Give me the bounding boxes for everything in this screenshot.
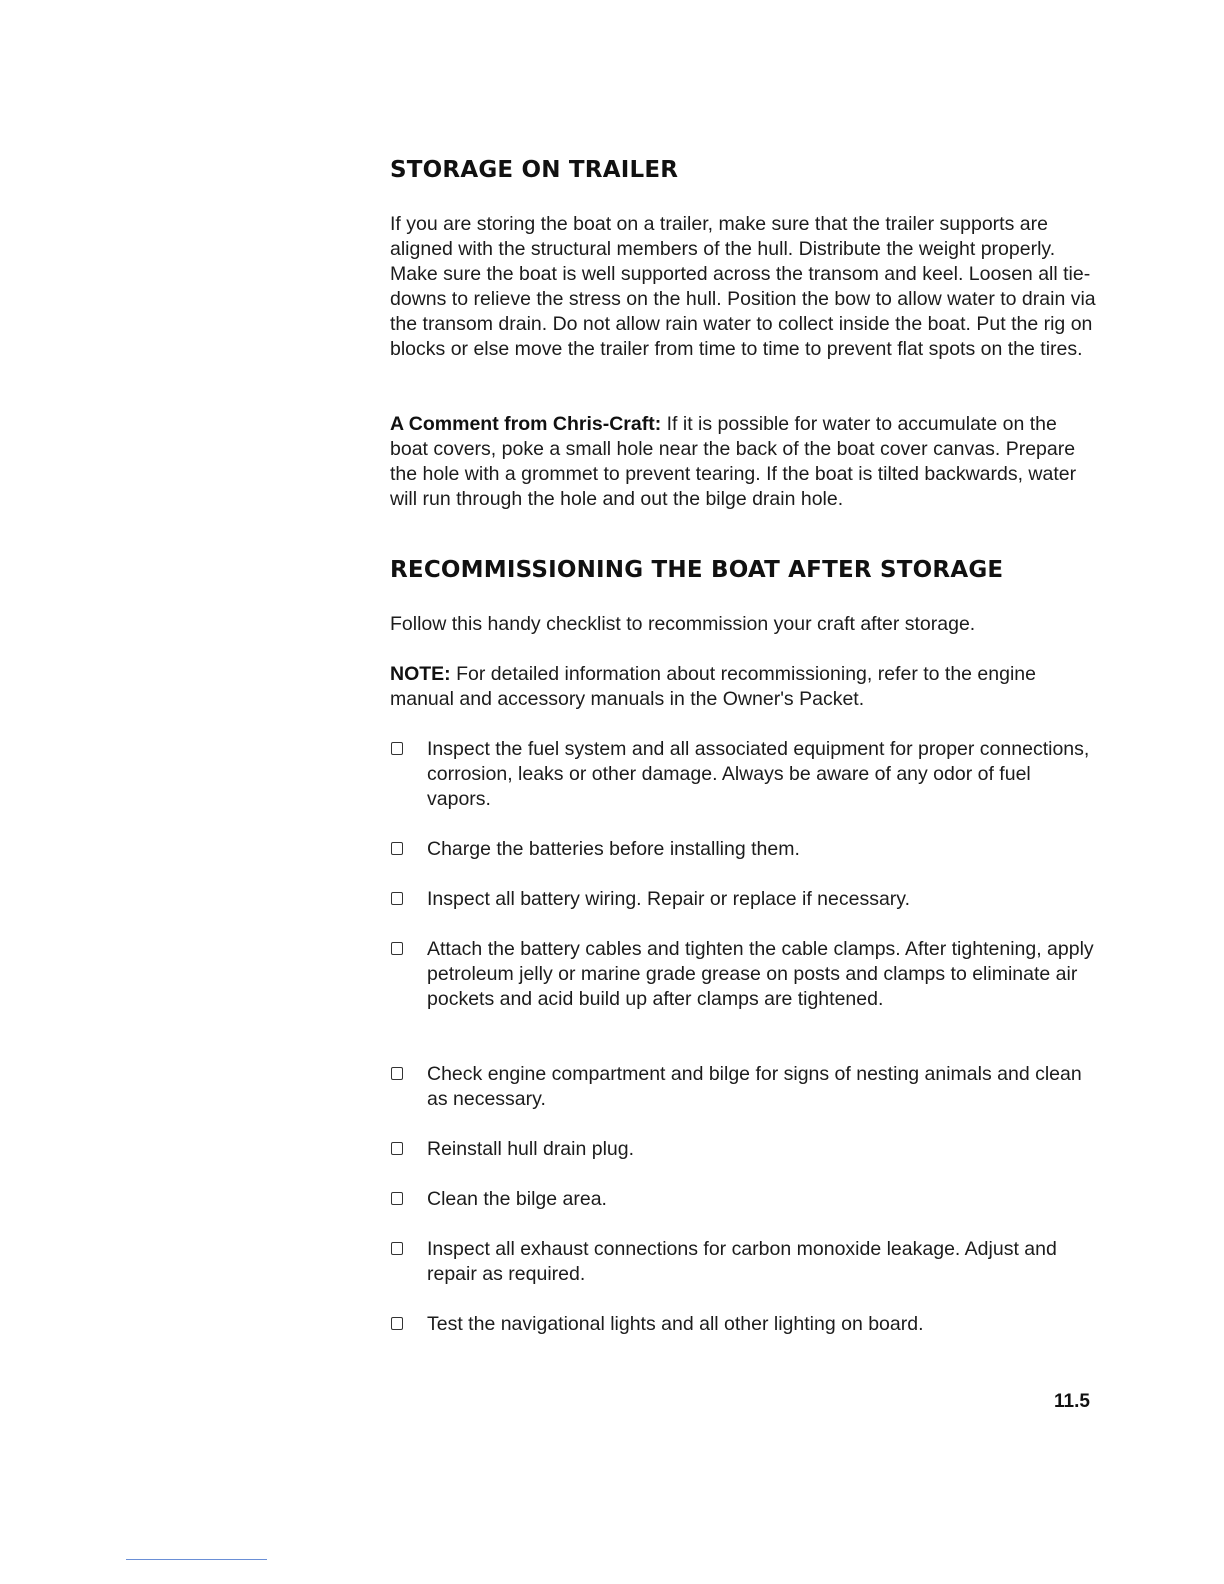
checkbox[interactable]	[391, 1067, 403, 1080]
note-text: For detailed information about recommissioning, refer to the engine manual and accessory manuals in the Owner's Packet.	[390, 663, 1036, 710]
checkbox[interactable]	[391, 1317, 403, 1330]
checklist-item-text: Inspect the fuel system and all associated equipment for proper connections, corrosion, leaks or other damage. Always be aware of any odor of fuel vapors.	[427, 738, 1090, 810]
checkbox[interactable]	[391, 1142, 403, 1155]
checkbox[interactable]	[391, 842, 403, 855]
storage-on-trailer-paragraph: If you are storing the boat on a trailer, make sure that the trailer supports are aligned with the structural members of the hull. Distribute the weight properly. Make sure the boat is well supported across the transom and keel. Loosen all tie-downs to relieve the stress on the hull. Position the bow to allow water to drain via the transom drain. Do not allow rain water to collect inside the boat. Put the rig on blocks or else move the trailer from time to time to prevent flat spots on the tires.	[390, 213, 1096, 360]
checkbox[interactable]	[391, 942, 403, 955]
chris-craft-comment-text: If it is possible for water to accumulate on the boat covers, poke a small hole near the back of the boat cover canvas. Prepare the hole with a grommet to prevent tearing. If the boat is tilted backwards, water will run through the hole and out the bilge drain hole.	[390, 413, 1077, 510]
storage-on-trailer-heading: STORAGE ON TRAILER	[390, 157, 679, 183]
page-number: 11.5	[1054, 1391, 1090, 1412]
checkbox[interactable]	[391, 742, 403, 755]
checklist-item-text: Inspect all exhaust connections for carbon monoxide leakage. Adjust and repair as required.	[427, 1238, 1057, 1285]
checkbox[interactable]	[391, 892, 403, 905]
checklist-item-text: Charge the batteries before installing them.	[427, 838, 800, 860]
checkbox[interactable]	[391, 1242, 403, 1255]
checklist-item-text: Test the navigational lights and all other lighting on board.	[427, 1313, 924, 1335]
checkbox[interactable]	[391, 1192, 403, 1205]
checklist-item-text: Inspect all battery wiring. Repair or replace if necessary.	[427, 888, 911, 910]
checklist-item-text: Attach the battery cables and tighten the cable clamps. After tightening, apply petroleum jelly or marine grade grease on posts and clamps to eliminate air pockets and acid build up after clamps are tightened.	[427, 938, 1094, 1010]
note-paragraph	[390, 662, 1096, 712]
recommissioning-intro: Follow this handy checklist to recommission your craft after storage.	[390, 613, 976, 635]
chris-craft-comment-paragraph	[390, 412, 1096, 512]
chris-craft-comment-label: A Comment from Chris-Craft:	[390, 413, 662, 435]
footer-rule	[126, 1559, 267, 1560]
checklist-item-text: Check engine compartment and bilge for signs of nesting animals and clean as necessary.	[427, 1063, 1082, 1110]
checklist-item-text: Clean the bilge area.	[427, 1188, 607, 1210]
checklist-item-text: Reinstall hull drain plug.	[427, 1138, 635, 1160]
recommissioning-heading: RECOMMISSIONING THE BOAT AFTER STORAGE	[390, 557, 1004, 583]
note-label: NOTE:	[390, 663, 451, 685]
